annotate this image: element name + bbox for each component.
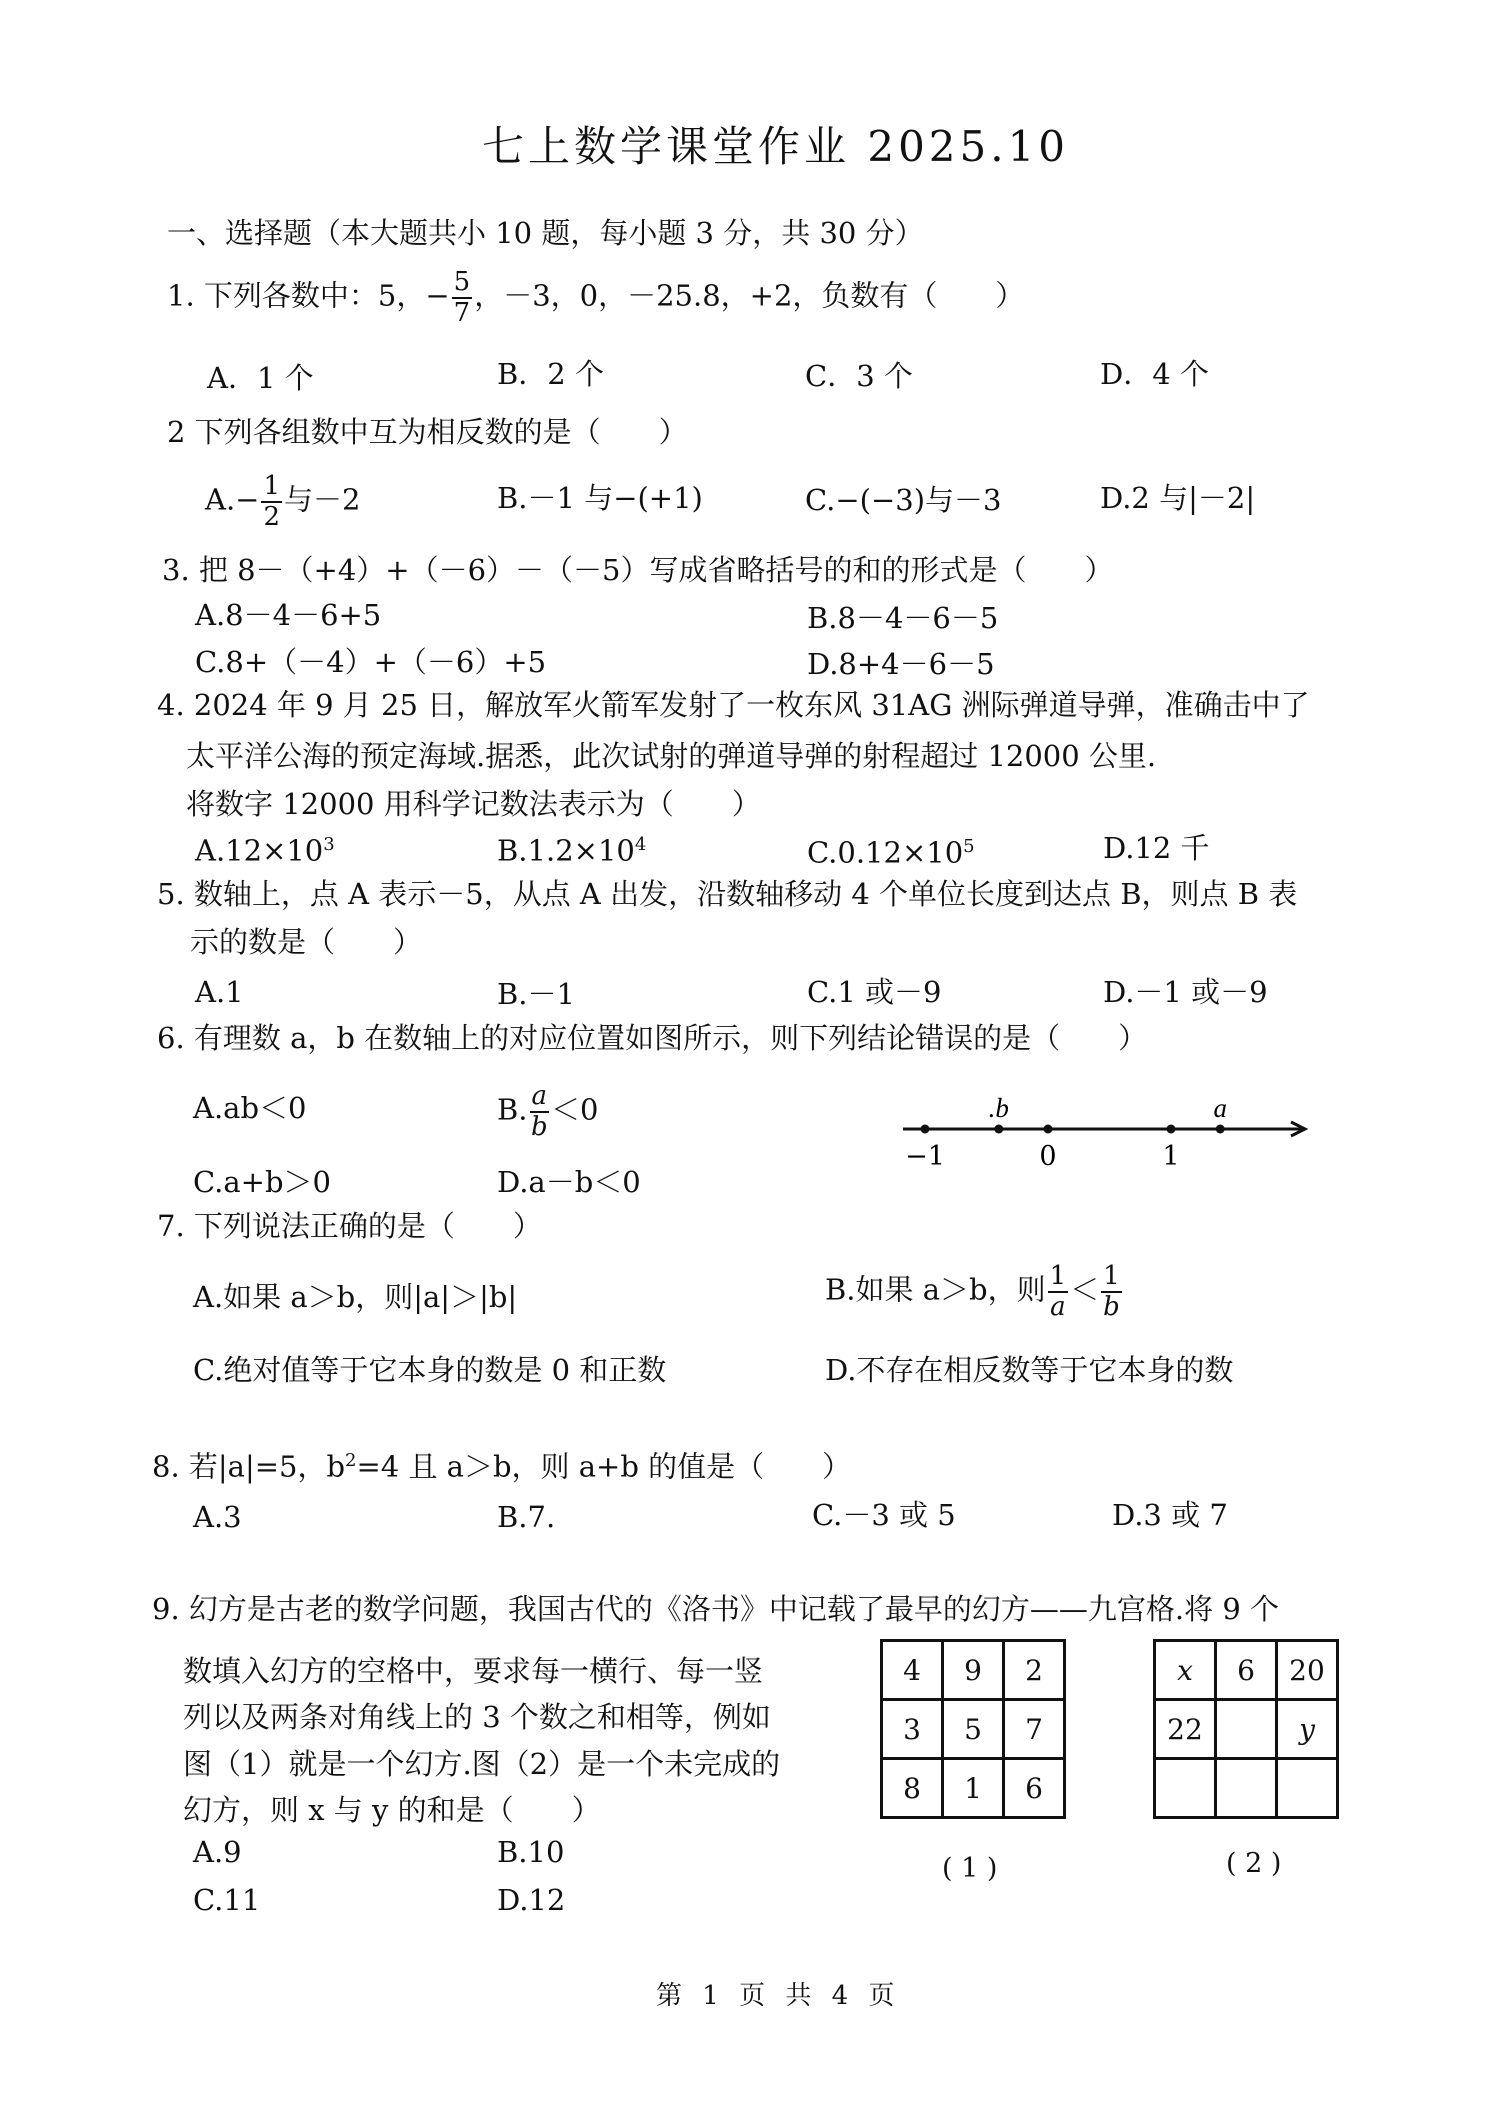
q4-b-base: B.1.2×10 (497, 833, 635, 868)
question-9-line-1: 9. 幻方是古老的数学问题，我国古代的《洛书》中记载了最早的幻方——九宫格.将 9 个 (152, 1592, 1279, 1626)
number-line-tick (1044, 1125, 1053, 1134)
q7-b-fraction-2 (1101, 1262, 1122, 1321)
q4-option-c[interactable] (807, 835, 975, 870)
grid1-cell: 3 (882, 1700, 943, 1759)
q4-option-b[interactable] (497, 833, 647, 868)
grid2-cell (1216, 1759, 1277, 1818)
q2-a-prefix: A.− (205, 482, 260, 517)
grid1-cell: 4 (882, 1641, 943, 1700)
q8-stem-b: =4 且 a＞b，则 a+b 的值是（ ） (356, 1449, 852, 1484)
q7-b-prefix: B.如果 a＞b，则 (825, 1272, 1046, 1307)
grid1-cell: 5 (943, 1700, 1004, 1759)
q7-b-f2-den: b (1103, 1291, 1120, 1322)
grid1-cell: 8 (882, 1759, 943, 1818)
q8-option-c[interactable]: C.－3 或 5 (812, 1498, 956, 1532)
number-line (895, 1090, 1315, 1180)
q3-option-c[interactable]: C.8+（－4）+（－6）+5 (195, 645, 547, 679)
q6-option-b[interactable] (497, 1082, 599, 1141)
number-line-point-label-a: a (1213, 1093, 1227, 1123)
q7-option-b[interactable] (825, 1262, 1124, 1321)
number-line-tick-label: −1 (905, 1141, 945, 1172)
question-9-line-5: 幻方，则 x 与 y 的和是（ ） (183, 1793, 601, 1827)
q8-option-a[interactable]: A.3 (193, 1500, 242, 1534)
grid1-cell: 9 (943, 1641, 1004, 1700)
magic-square-1-caption: ( 1 ) (942, 1853, 998, 1884)
question-9-line-3: 列以及两条对角线上的 3 个数之和相等，例如 (183, 1700, 771, 1734)
q4-option-a[interactable] (195, 833, 335, 868)
number-line-point-b (994, 1125, 1003, 1134)
q9-option-a[interactable]: A.9 (193, 1835, 242, 1869)
grid2-cell: 20 (1277, 1641, 1338, 1700)
q5-option-c[interactable]: C.1 或－9 (807, 975, 942, 1009)
question-4-line-1: 4. 2024 年 9 月 25 日，解放军火箭军发射了一枚东风 31AG 洲际弹道导弹，准确击中了 (157, 688, 1310, 722)
q6-b-suffix: ＜0 (551, 1092, 599, 1127)
q6-b-prefix: B. (497, 1092, 528, 1127)
number-line-tick (1167, 1125, 1176, 1134)
q7-b-f2-num: 1 (1103, 1261, 1120, 1291)
q7-b-f1-num: 1 (1049, 1261, 1067, 1291)
q7-option-c[interactable]: C.绝对值等于它本身的数是 0 和正数 (193, 1353, 667, 1387)
question-2: 2 下列各组数中互为相反数的是（ ） (167, 415, 688, 449)
q6-option-d[interactable]: D.a－b＜0 (497, 1165, 641, 1199)
q4-b-exp: 4 (634, 834, 647, 855)
q4-d-base: D.12 千 (1103, 831, 1210, 865)
q2-option-a[interactable] (205, 472, 360, 531)
q1-frac-den: 7 (453, 297, 471, 328)
question-3: 3. 把 8－（+4）+（－6）－（－5）写成省略括号的和的形式是（ ） (162, 553, 1114, 587)
q4-a-base: A.12×10 (195, 833, 324, 868)
q9-option-b[interactable]: B.10 (497, 1835, 565, 1869)
q8-option-d[interactable]: D.3 或 7 (1112, 1498, 1228, 1532)
question-4-line-2: 太平洋公海的预定海域.据悉，此次试射的弹道导弹的射程超过 12000 公里. (186, 739, 1157, 773)
question-5-line-1: 5. 数轴上，点 A 表示－5，从点 A 出发，沿数轴移动 4 个单位长度到达点 B，则点 B 表 (157, 877, 1298, 911)
question-5-line-2: 示的数是（ ） (190, 925, 423, 959)
q3-option-a[interactable]: A.8－4－6+5 (195, 598, 382, 632)
q2-a-suffix: 与－2 (284, 482, 361, 517)
q1-fraction (452, 268, 473, 327)
q4-c-exp: 5 (963, 836, 975, 857)
grid2-cell: x (1155, 1641, 1216, 1700)
grid2-cell (1277, 1759, 1338, 1818)
q5-option-a[interactable]: A.1 (195, 975, 244, 1009)
q9-option-c[interactable]: C.11 (193, 1883, 261, 1917)
page-footer: 第 1 页 共 4 页 (656, 1981, 901, 2011)
q6-b-num: a (531, 1081, 548, 1111)
q8-stem-a: 8. 若|a|=5，b (152, 1449, 346, 1484)
q2-option-d[interactable]: D.2 与|－2| (1100, 481, 1256, 515)
q7-b-f1-den: a (1050, 1291, 1066, 1322)
q8-option-b[interactable]: B.7. (497, 1500, 556, 1534)
grid1-cell: 6 (1004, 1759, 1065, 1818)
q7-option-d[interactable]: D.不存在相反数等于它本身的数 (825, 1353, 1234, 1387)
q1-prefix: 1. 下列各数中：5， (167, 278, 426, 313)
q6-option-a[interactable]: A.ab＜0 (193, 1091, 307, 1125)
q7-option-a[interactable]: A.如果 a＞b，则|a|＞|b| (193, 1280, 518, 1314)
question-8 (152, 1449, 852, 1484)
q1-option-b[interactable]: B．2 个 (497, 357, 604, 391)
q7-b-mid: ＜ (1070, 1272, 1100, 1307)
q6-b-den: b (530, 1111, 548, 1142)
grid2-cell: 22 (1155, 1700, 1216, 1759)
number-line-tick-label: 1 (1162, 1141, 1180, 1172)
question-4-line-3: 将数字 12000 用科学记数法表示为（ ） (186, 787, 761, 821)
grid2-cell (1155, 1759, 1216, 1818)
number-line-point-a (1216, 1125, 1225, 1134)
q9-option-d[interactable]: D.12 (497, 1883, 566, 1917)
question-1 (167, 268, 1024, 327)
q7-b-fraction-1 (1048, 1262, 1069, 1321)
question-7: 7. 下列说法正确的是（ ） (157, 1209, 542, 1243)
page-title: 七上数学课堂作业 2025.10 (482, 122, 1070, 171)
grid1-cell: 7 (1004, 1700, 1065, 1759)
grid1-cell: 2 (1004, 1641, 1065, 1700)
q1-option-c[interactable]: C．3 个 (805, 359, 913, 393)
q1-option-a[interactable]: A．1 个 (207, 361, 314, 395)
q5-option-b[interactable]: B.－1 (497, 977, 575, 1011)
grid1-cell: 1 (943, 1759, 1004, 1818)
q8-exponent: 2 (345, 1450, 357, 1471)
q2-a-den: 2 (263, 501, 281, 532)
section-heading: 一、选择题（本大题共小 10 题，每小题 3 分，共 30 分） (167, 216, 924, 250)
q2-a-num: 1 (263, 471, 281, 501)
q3-option-d[interactable]: D.8+4－6－5 (807, 647, 995, 681)
q1-option-d[interactable]: D．4 个 (1100, 357, 1209, 391)
q2-option-c[interactable]: C.−(−3)与－3 (805, 483, 1002, 517)
number-line-point-label-b: .b (988, 1093, 1009, 1123)
q6-b-fraction (530, 1082, 550, 1141)
magic-square-2 (1153, 1639, 1339, 1819)
q5-option-d[interactable]: D.－1 或－9 (1103, 975, 1268, 1009)
grid2-cell: 6 (1216, 1641, 1277, 1700)
q3-option-b[interactable]: B.8－4－6－5 (807, 601, 999, 635)
magic-square-1 (880, 1639, 1066, 1819)
question-6: 6. 有理数 a，b 在数轴上的对应位置如图所示，则下列结论错误的是（ ） (157, 1021, 1148, 1055)
question-9-line-2: 数填入幻方的空格中，要求每一横行、每一竖 (183, 1654, 764, 1688)
q4-c-base: C.0.12×10 (807, 835, 964, 870)
q2-option-b[interactable]: B.－1 与−(+1) (497, 481, 703, 515)
question-9-line-4: 图（1）就是一个幻方.图（2）是一个未完成的 (183, 1747, 781, 1781)
number-line-tick (921, 1125, 930, 1134)
grid2-cell: y (1277, 1700, 1338, 1759)
q6-option-c[interactable]: C.a+b＞0 (193, 1165, 331, 1199)
magic-square-2-caption: ( 2 ) (1226, 1848, 1282, 1879)
q1-frac-sign: − (425, 278, 450, 313)
q1-frac-num: 5 (453, 267, 471, 297)
q1-suffix: ，－3，0，－25.8，+2，负数有（ ） (474, 278, 1025, 313)
q4-option-d[interactable] (1103, 831, 1210, 865)
q2-a-fraction (261, 472, 282, 531)
grid2-cell (1216, 1700, 1277, 1759)
number-line-tick-label: 0 (1039, 1141, 1057, 1172)
q4-a-exp: 3 (323, 834, 335, 855)
